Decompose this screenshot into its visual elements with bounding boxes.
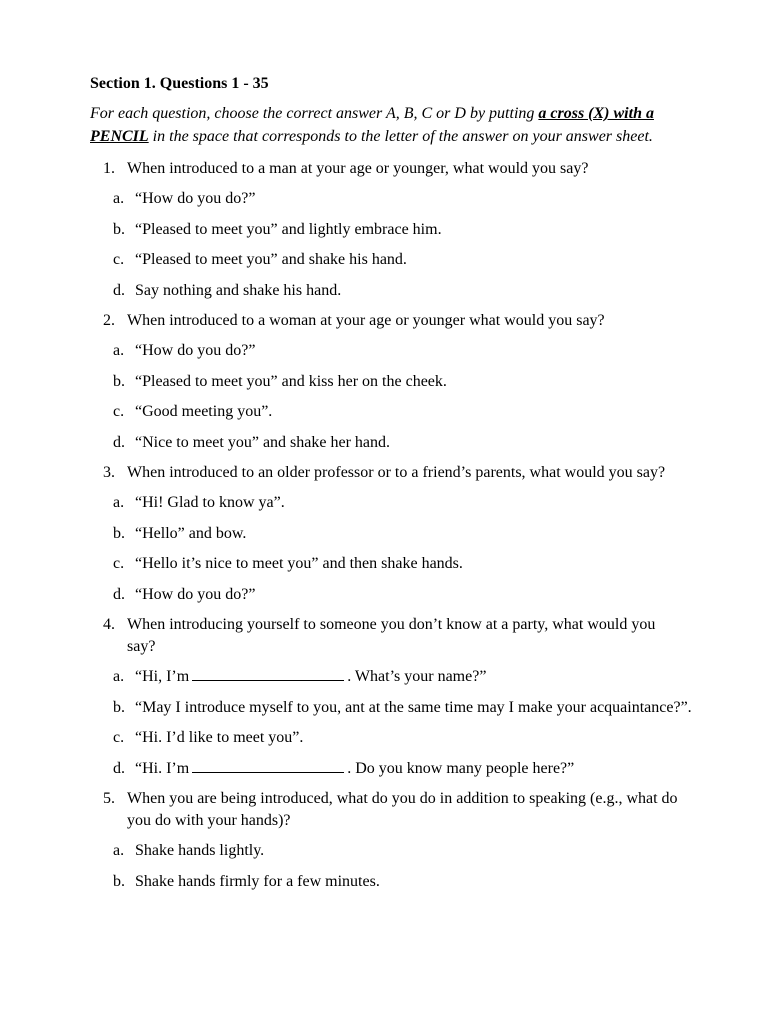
- instructions-text: For each question, choose the correct answer A, B, C or D by putting: [90, 105, 539, 122]
- option-letter: c.: [113, 251, 125, 268]
- q5-option-a: [0, 840, 768, 862]
- option-text: “How do you do?”: [135, 190, 256, 207]
- q4-option-c: [0, 727, 768, 749]
- question-text: When introduced to a woman at your age or younger what would you say?: [127, 312, 605, 329]
- question-number: 2.: [103, 312, 115, 329]
- q2-option-c: [0, 401, 768, 423]
- option-letter: a.: [113, 494, 125, 511]
- option-letter: d.: [113, 433, 125, 451]
- option-text: “Hi! Glad to know ya”.: [135, 494, 285, 511]
- option-letter: a.: [113, 842, 125, 859]
- option-text: “Pleased to meet you” and shake his hand.: [135, 251, 407, 268]
- q1-option-d: [0, 280, 768, 302]
- q3-option-c: [0, 553, 768, 575]
- section-heading: Section 1. Questions 1 - 35: [90, 75, 269, 92]
- question-list: [0, 158, 768, 901]
- question-number: 3.: [103, 464, 115, 481]
- question-2: [0, 310, 768, 332]
- option-letter: c.: [113, 555, 125, 572]
- name-blank: [192, 679, 344, 681]
- q2-option-d: [0, 432, 768, 454]
- option-text-end: . What’s your name?”: [347, 668, 487, 685]
- option-text: Shake hands firmly for a few minutes.: [135, 872, 380, 890]
- instructions-emphasis: a cross (X) with a PENCIL: [90, 105, 654, 145]
- q1-option-c: [0, 249, 768, 271]
- option-letter: a.: [113, 190, 125, 207]
- q5-option-b: [0, 871, 768, 893]
- option-text: “Hi. I’d like to meet you”.: [135, 729, 304, 746]
- option-text-start: “Hi, I’m: [135, 668, 190, 685]
- option-text: “Hello it’s nice to meet you” and then shake hands.: [135, 555, 463, 572]
- option-text: “How do you do?”: [135, 342, 256, 359]
- q4-option-d: [0, 758, 768, 780]
- question-number: 1.: [103, 160, 115, 177]
- q3-option-d: [0, 584, 768, 606]
- option-letter: d.: [113, 281, 125, 299]
- question-text: When you are being introduced, what do you do in addition to speaking (e.g., what do you do with your hands)?: [127, 790, 678, 829]
- q4-option-a: [0, 666, 768, 688]
- question-number: 5.: [103, 790, 115, 807]
- option-letter: a.: [113, 342, 125, 359]
- q2-option-a: [0, 340, 768, 362]
- option-text: [135, 758, 695, 780]
- q3-option-a: [0, 492, 768, 514]
- question-3: [0, 462, 768, 484]
- option-text: “Pleased to meet you” and kiss her on the cheek.: [135, 372, 447, 390]
- question-5: [0, 788, 768, 832]
- option-text: “How do you do?”: [135, 585, 256, 603]
- q3-option-b: [0, 523, 768, 545]
- name-blank: [192, 771, 344, 773]
- option-text: “Nice to meet you” and shake her hand.: [135, 433, 391, 451]
- option-letter: d.: [113, 759, 125, 777]
- option-text: “Good meeting you”.: [135, 403, 273, 420]
- option-text: [135, 666, 695, 688]
- option-letter: b.: [113, 872, 125, 890]
- question-4: [0, 614, 768, 658]
- option-letter: b.: [113, 372, 125, 390]
- option-text: Say nothing and shake his hand.: [135, 281, 342, 299]
- option-text-start: “Hi. I’m: [135, 759, 190, 777]
- question-text: When introduced to a man at your age or younger, what would you say?: [127, 160, 589, 177]
- question-text: When introduced to an older professor or to a friend’s parents, what would you say?: [127, 464, 666, 481]
- option-text: “Pleased to meet you” and lightly embrace him.: [135, 220, 442, 238]
- option-letter: a.: [113, 668, 125, 685]
- q1-option-b: [0, 219, 768, 241]
- question-text: When introducing yourself to someone you don’t know at a party, what would you say?: [127, 616, 656, 655]
- instructions: [90, 102, 710, 148]
- question-number: 4.: [103, 616, 115, 633]
- option-letter: b.: [113, 698, 125, 716]
- instructions-text-end: in the space that corresponds to the letter of the answer on your answer sheet.: [148, 128, 653, 145]
- q2-option-b: [0, 371, 768, 393]
- option-text: Shake hands lightly.: [135, 842, 265, 859]
- option-letter: b.: [113, 220, 125, 238]
- option-letter: d.: [113, 585, 125, 603]
- option-letter: c.: [113, 729, 125, 746]
- option-letter: b.: [113, 524, 125, 542]
- option-text-end: . Do you know many people here?”: [347, 759, 575, 777]
- q1-option-a: [0, 188, 768, 210]
- option-text: “Hello” and bow.: [135, 524, 247, 542]
- question-1: [0, 158, 768, 180]
- q4-option-b: [0, 697, 768, 719]
- option-text: “May I introduce myself to you, ant at the same time may I make your acquaintance?”.: [135, 698, 692, 716]
- option-letter: c.: [113, 403, 125, 420]
